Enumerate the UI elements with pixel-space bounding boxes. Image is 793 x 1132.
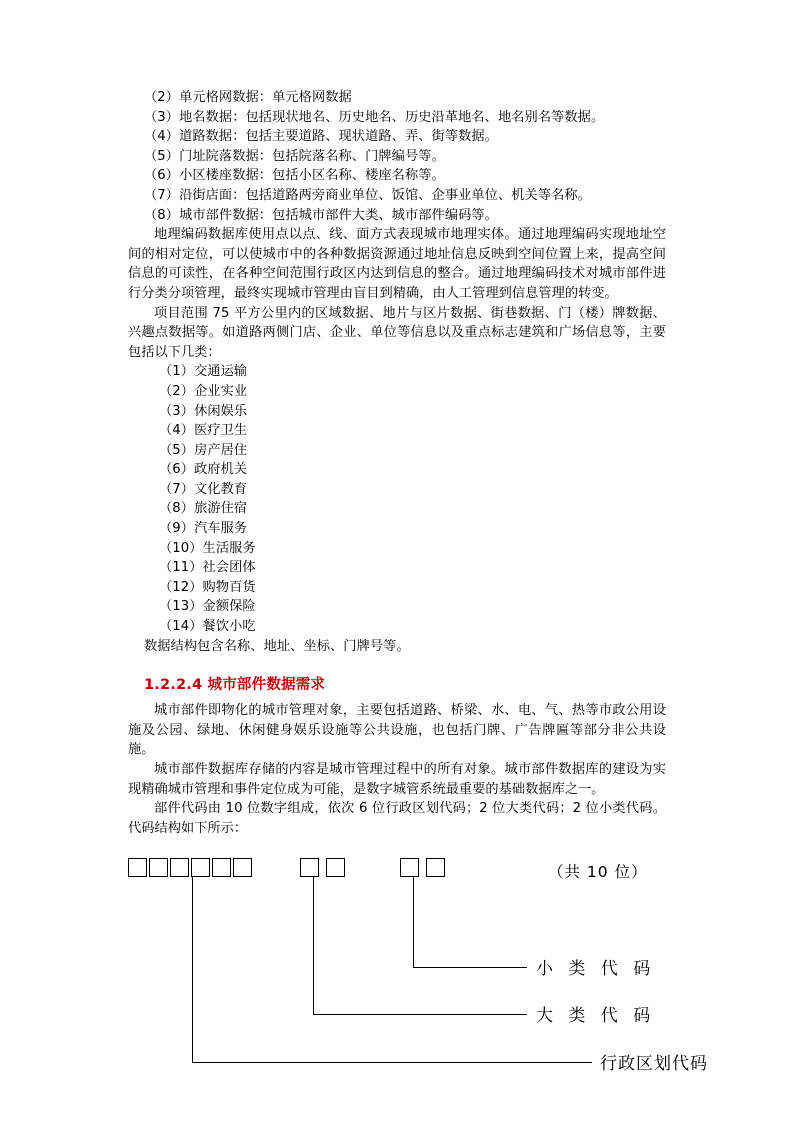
list-item: （7）沿街店面：包括道路两旁商业单位、饭馆、企事业单位、机关等名称。 bbox=[144, 187, 591, 203]
list-item: （3）休闲娱乐 bbox=[159, 403, 248, 419]
code-box-admin-3 bbox=[170, 858, 189, 877]
list-item: （3）地名数据：包括现状地名、历史地名、历史沿革地名、地名别名等数据。 bbox=[144, 109, 605, 125]
list-item: （4）道路数据：包括主要道路、现状道路、弄、街等数据。 bbox=[144, 129, 498, 145]
code-structure-diagram bbox=[128, 852, 708, 1132]
list-item: （1）交通运输 bbox=[159, 364, 248, 380]
leader-line-major-horizontal bbox=[313, 1014, 527, 1015]
section-heading: 1.2.2.4 城市部件数据需求 bbox=[144, 677, 326, 694]
list-item: （2）企业实业 bbox=[159, 383, 248, 399]
structure-note: 数据结构包含名称、地址、坐标、门牌号等。 bbox=[144, 638, 410, 654]
code-box-admin-4 bbox=[191, 858, 210, 877]
list-item: （11）社会团体 bbox=[159, 560, 256, 576]
list-item: （2）单元格网数据：单元格网数据 bbox=[144, 90, 352, 105]
code-box-minor-1 bbox=[400, 858, 419, 877]
label-minor-class-code: 小 类 代 码 bbox=[536, 959, 656, 980]
list-item: （5）房产居住 bbox=[159, 442, 248, 458]
list-item: （8）旅游住宿 bbox=[159, 501, 248, 517]
paragraph-geocoding: 地理编码数据库使用点以点、线、面方式表现城市地理实体。通过地理编码实现地址空间的相对定位，可以使城市中的各种数据资源通过地址信息反映到空间位置上来，提高空间信息的可读性，在各种空间范围行政区内达到信息的整合。通过地理编码技术对城市部件进行分类分项管理，最终实现城市管理由盲目到精确，由人工管理到信息管理的转变。 bbox=[128, 227, 666, 301]
label-major-class-code: 大 类 代 码 bbox=[536, 1006, 656, 1027]
code-box-admin-5 bbox=[212, 858, 231, 877]
leader-line-minor-vertical bbox=[413, 877, 414, 967]
list-item: （13）金额保险 bbox=[159, 599, 256, 615]
paragraph-parts-database: 城市部件数据库存储的内容是城市管理过程中的所有对象。城市部件数据库的建设为实现精确城市管理和事件定位成为可能，是数字城管系统最重要的基础数据库之一。 bbox=[128, 762, 666, 797]
list-item: （12）购物百货 bbox=[159, 579, 256, 595]
document-body bbox=[128, 88, 708, 1132]
list-item: （4）医疗卫生 bbox=[159, 423, 248, 439]
list-item: （6）政府机关 bbox=[159, 462, 248, 478]
list-item: （14）餐饮小吃 bbox=[159, 619, 256, 635]
leader-line-minor-horizontal bbox=[413, 967, 527, 968]
code-box-major-2 bbox=[326, 858, 345, 877]
list-item: （8）城市部件数据：包括城市部件大类、城市部件编码等。 bbox=[144, 207, 498, 223]
list-item: （9）汽车服务 bbox=[159, 521, 248, 537]
total-digits-label: （共 10 位） bbox=[548, 863, 648, 882]
code-box-major-1 bbox=[300, 858, 319, 877]
list-item: （6）小区楼座数据：包括小区名称、楼座名称等。 bbox=[144, 168, 445, 184]
label-admin-division-code: 行政区划代码 bbox=[600, 1054, 708, 1075]
paragraph-project-scope: 项目范围 75 平方公里内的区域数据、地片与区片数据、街巷数据、门（楼）牌数据、兴趣点数据等。如道路两侧门店、企业、单位等信息以及重点标志建筑和广场信息等，主要包括以下几类： bbox=[128, 305, 666, 360]
code-box-admin-1 bbox=[128, 858, 147, 877]
leader-line-admin-horizontal bbox=[192, 1062, 592, 1063]
paragraph-parts-definition: 城市部件即物化的城市管理对象，主要包括道路、桥梁、水、电、气、热等市政公用设施及公园、绿地、休闲健身娱乐设施等公共设施，也包括门牌、广告牌匾等部分非公共设施。 bbox=[128, 703, 666, 758]
leader-line-major-vertical bbox=[313, 877, 314, 1014]
leader-line-admin-vertical bbox=[192, 877, 193, 1062]
code-box-admin-6 bbox=[233, 858, 252, 877]
paragraph-parts-code: 部件代码由 10 位数字组成，依次 6 位行政区划代码；2 位大类代码；2 位小类代码。代码结构如下所示： bbox=[128, 801, 666, 836]
list-item: （10）生活服务 bbox=[159, 540, 256, 556]
code-box-minor-2 bbox=[426, 858, 445, 877]
list-item: （5）门址院落数据：包括院落名称、门牌编号等。 bbox=[144, 148, 445, 164]
list-item: （7）文化教育 bbox=[159, 481, 248, 497]
code-box-admin-2 bbox=[149, 858, 168, 877]
